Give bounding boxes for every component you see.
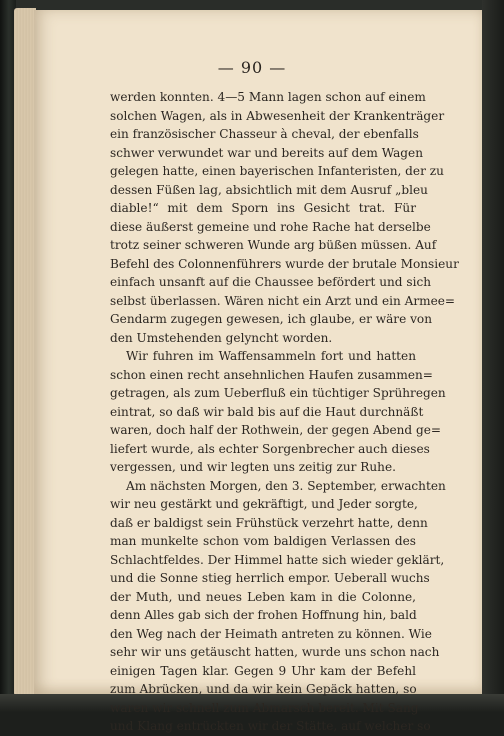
text-line: Befehl des Colonnenführers wurde der brutale Monsieur <box>110 256 459 271</box>
text-line: und Klang entrückten wir der Stätte, auf welcher so <box>110 719 431 733</box>
text-line: daß er baldigst sein Frühstück verzehrt hatte, denn <box>110 515 428 530</box>
text-line: diese äußerst gemeine und rohe Rache hat derselbe <box>110 219 431 234</box>
text-line: einigen Tagen klar. Gegen 9 Uhr kam der Befehl <box>110 663 416 678</box>
right-background <box>482 0 504 713</box>
text-line: und die Sonne stieg herrlich empor. Ueberall wuchs <box>110 571 430 585</box>
text-line: Schlachtfeldes. Der Himmel hatte sich wieder geklärt, <box>110 552 445 567</box>
body-text <box>110 88 459 736</box>
text-line: waren wir schnell zum Abmarsch bereit. Mit Sang <box>110 700 419 715</box>
text-line: den Umstehenden gelyncht worden. <box>110 330 333 345</box>
text-line: getragen, als zum Ueberfluß ein tüchtiger Sprühregen <box>110 386 446 400</box>
text-line: man munkelte schon vom baldigen Verlassen des <box>110 534 416 548</box>
page-edges <box>14 8 36 696</box>
text-line: sehr wir uns getäuscht hatten, wurde uns schon nach <box>110 645 440 659</box>
text-line: trotz seiner schweren Wunde arg büßen müssen. Auf <box>110 238 437 252</box>
text-line: einfach unsanft auf die Chaussee befördert und sich <box>110 275 432 289</box>
text-line: zum Abrücken, und da wir kein Gepäck hatten, so <box>110 682 417 696</box>
text-line: waren, doch half der Rothwein, der gegen Abend ge= <box>110 423 442 437</box>
text-line: den Weg nach der Heimath antreten zu können. Wie <box>110 626 432 641</box>
text-line: solchen Wagen, als in Abwesenheit der Krankenträger <box>110 108 445 123</box>
text-line: Gendarm zugegen gewesen, ich glaube, er wäre von <box>110 312 432 326</box>
page-number: — 90 — <box>217 58 287 77</box>
text-line: gelegen hatte, einen bayerischen Infanteristen, der zu <box>110 164 444 178</box>
text-line: schwer verwundet war und bereits auf dem Wagen <box>110 145 423 160</box>
text-line: Am nächsten Morgen, den 3. September, erwachten <box>126 478 446 493</box>
text-line: schon einen recht ansehnlichen Haufen zusammen= <box>110 367 433 382</box>
text-line: liefert wurde, als echter Sorgenbrecher auch dieses <box>110 441 430 456</box>
text-line: selbst überlassen. Wären nicht ein Arzt und ein Armee= <box>110 293 456 308</box>
text-line: denn Alles gab sich der frohen Hoffnung hin, bald <box>110 608 417 622</box>
text-line: ein französischer Chasseur à cheval, der ebenfalls <box>110 127 419 141</box>
text-line: wir neu gestärkt und gekräftigt, und Jeder sorgte, <box>110 497 418 511</box>
text-line: dessen Füßen lag, absichtlich mit dem Ausruf „bleu <box>110 182 428 197</box>
text-line: der Muth, und neues Leben kam in die Colonne, <box>110 589 416 604</box>
text-line: eintrat, so daß wir bald bis auf die Haut durchnäßt <box>110 404 424 419</box>
text-line: diable!“ mit dem Sporn ins Gesicht trat. Für <box>110 201 416 215</box>
text-line: werden konnten. 4—5 Mann lagen schon auf einem <box>110 90 426 104</box>
text-line: vergessen, und wir legten uns zeitig zur Ruhe. <box>110 460 396 474</box>
text-line: Wir fuhren im Waffensammeln fort und hatten <box>126 349 416 363</box>
